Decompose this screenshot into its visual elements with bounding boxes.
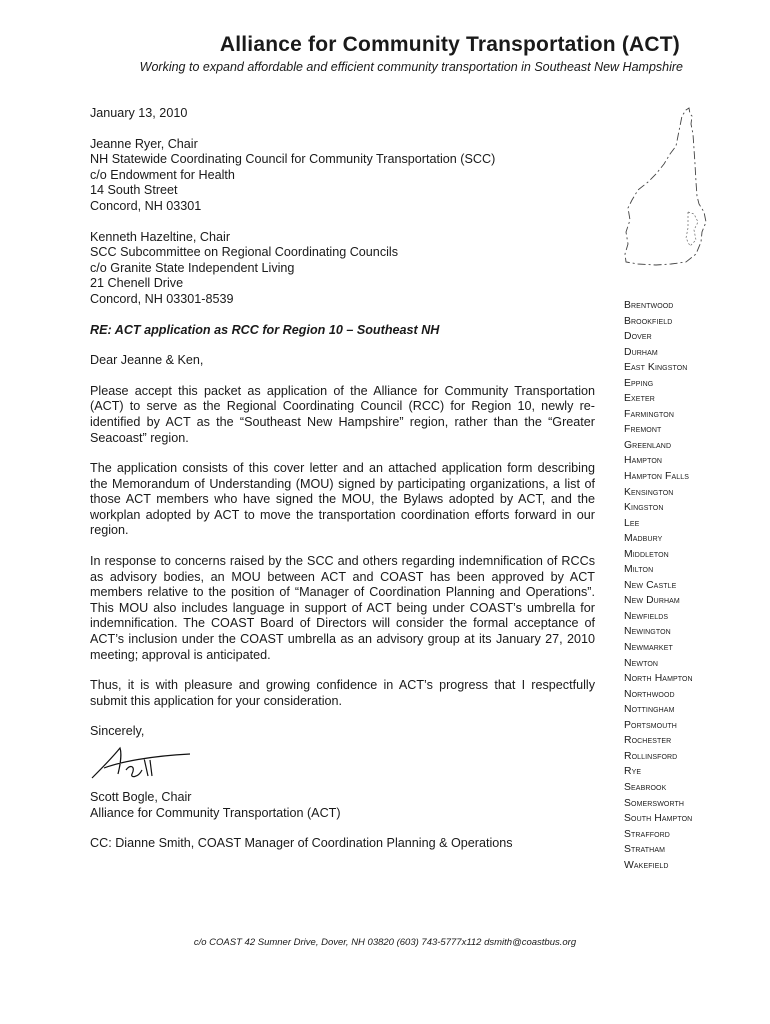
town-item: Newfields	[624, 610, 669, 622]
signature	[90, 740, 595, 790]
town-item: Newton	[624, 657, 659, 669]
town-item: Nottingham	[624, 704, 675, 716]
town-item: Somersworth	[624, 797, 685, 809]
footer-contact: c/o COAST 42 Sumner Drive, Dover, NH 03820 (603) 743-5777x112 dsmith@coastbus.org	[193, 937, 577, 948]
address-line: 14 South Street	[90, 183, 178, 198]
address-line: Kenneth Hazeltine, Chair	[90, 229, 231, 244]
town-item: Kingston	[624, 502, 664, 514]
town-item: Newington	[624, 626, 671, 638]
member-towns-list	[624, 298, 693, 873]
town-item: Brentwood	[624, 300, 674, 311]
town-item: Rye	[624, 766, 642, 778]
letter-body	[90, 106, 595, 852]
town-item: Portsmouth	[624, 719, 677, 731]
town-item: Lee	[624, 517, 640, 529]
town-item: Fremont	[624, 424, 662, 436]
town-item: Northwood	[624, 688, 675, 700]
address-line: Jeanne Ryer, Chair	[90, 136, 198, 151]
town-item: Rochester	[624, 735, 672, 747]
closing: Sincerely,	[90, 724, 145, 739]
town-item: Strafford	[624, 828, 670, 840]
town-item: Newmarket	[624, 642, 673, 654]
town-item: Seabrook	[624, 781, 667, 793]
town-item: Farmington	[624, 408, 674, 420]
town-item: Milton	[624, 564, 654, 576]
cc-line: CC: Dianne Smith, COAST Manager of Coordination Planning & Operations	[90, 836, 513, 851]
salutation: Dear Jeanne & Ken,	[90, 353, 204, 368]
paragraph-3: In response to concerns raised by the SCC and others regarding indemnification of RCCs as advisory bodies, an MOU between ACT and COAST has been approved by ACT members relative to the position of “Manager of Coordination Planning and Operations”. This MOU also includes language in support of ACT being under COAST’s umbrella for indemnification. The COAST Board of Directors will consider the formal acceptance of ACT’s inclusion under the COAST umbrella as an advisory group at its January 27, 2010 meeting; approval is anticipated.	[90, 554, 595, 662]
town-item: Kensington	[624, 486, 674, 498]
signer-organization: Alliance for Community Transportation (ACT)	[90, 805, 341, 820]
signature-icon	[90, 740, 200, 790]
town-item: Epping	[624, 377, 654, 389]
letterhead-tagline: Working to expand affordable and efficient community transportation in Southeast New Hampshire	[139, 60, 683, 74]
recipient-address-2	[90, 230, 595, 308]
address-line: 21 Chenell Drive	[90, 276, 184, 291]
paragraph-1: Please accept this packet as application of the Alliance for Community Transportation (ACT) to serve as the Regional Coordinating Council (RCC) for Region 10, newly re-identified by ACT as the “Southeast New Hampshire” region, rather than the “Greater Seacoast” region.	[90, 383, 595, 445]
recipient-address-1	[90, 137, 595, 215]
town-item: Greenland	[624, 439, 672, 451]
address-line: Concord, NH 03301-8539	[90, 291, 234, 306]
town-item: Hampton Falls	[624, 471, 689, 483]
town-item: Brookfield	[624, 315, 673, 327]
town-item: Rollinsford	[624, 750, 678, 762]
signer-name: Scott Bogle, Chair	[90, 790, 192, 804]
town-item: South Hampton	[624, 813, 693, 825]
town-item: Exeter	[624, 393, 655, 405]
town-item: Wakefield	[624, 859, 669, 871]
paragraph-2: The application consists of this cover letter and an attached application form describing the Memorandum of Understanding (MOU) signed by participating organizations, a list of those ACT members who have signed the MOU, the Bylaws adopted by ACT, and the workplan adopted by ACT to move the transportation coordination efforts forward in our region.	[90, 461, 595, 538]
town-item: North Hampton	[624, 673, 693, 685]
town-item: Dover	[624, 331, 652, 343]
town-item: Durham	[624, 346, 658, 358]
address-line: Concord, NH 03301	[90, 198, 202, 213]
town-item: Middleton	[624, 548, 669, 560]
letter-date: January 13, 2010	[90, 106, 188, 120]
paragraph-4: Thus, it is with pleasure and growing confidence in ACT’s progress that I respectfully submit this application for your consideration.	[90, 678, 595, 708]
town-item: New Castle	[624, 579, 677, 591]
new-hampshire-map-icon	[616, 104, 711, 274]
address-line: NH Statewide Coordinating Council for Community Transportation (SCC)	[90, 152, 496, 167]
town-item: Madbury	[624, 533, 663, 545]
address-line: SCC Subcommittee on Regional Coordinating Councils	[90, 245, 399, 260]
subject-line: RE: ACT application as RCC for Region 10 – Southeast NH	[90, 322, 440, 337]
town-item: East Kingston	[624, 362, 688, 374]
letterhead-title: Alliance for Community Transportation (ACT)	[219, 33, 680, 56]
address-line: c/o Granite State Independent Living	[90, 260, 295, 275]
address-line: c/o Endowment for Health	[90, 167, 235, 182]
town-item: Hampton	[624, 455, 663, 467]
town-item: New Durham	[624, 595, 680, 607]
town-item: Stratham	[624, 844, 666, 856]
